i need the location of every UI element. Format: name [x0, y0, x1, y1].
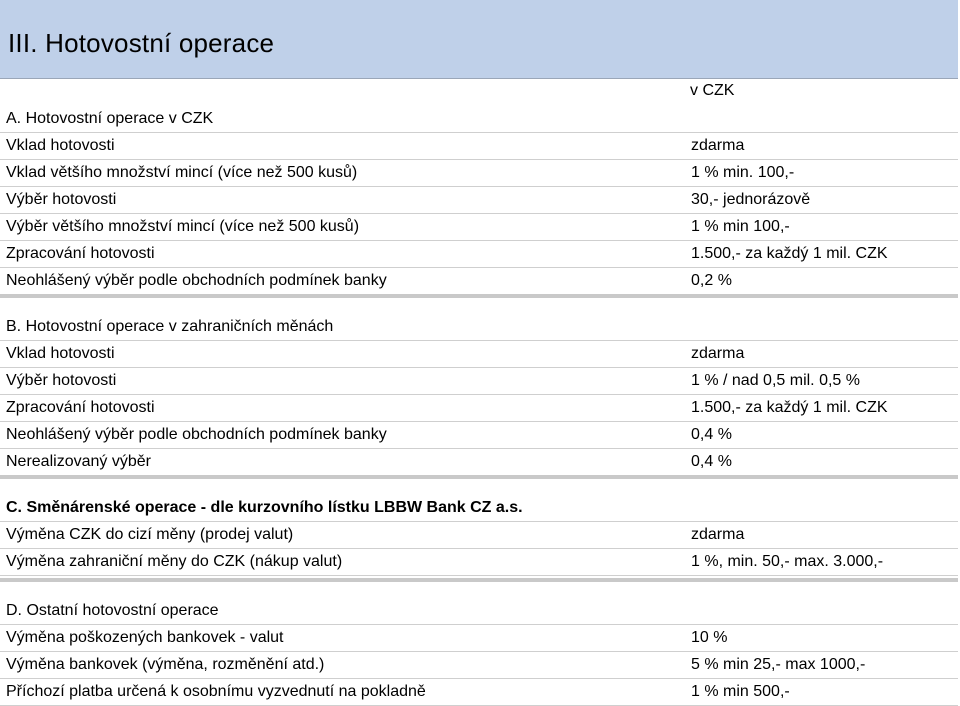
page-title: III. Hotovostní operace: [8, 28, 275, 58]
table-row: [0, 549, 958, 576]
section-heading-text: C. Směnárenské operace - dle kurzovního lístku LBBW Bank CZ a.s.: [6, 499, 523, 516]
row-label: Vklad hotovosti: [6, 345, 115, 362]
row-value: 1 % min 100,-: [691, 218, 790, 235]
row-label: Příchozí platba určená k osobnímu vyzvednutí na pokladně: [6, 683, 426, 700]
row-label: Zpracování hotovosti: [6, 399, 155, 416]
row-label: Výměna poškozených bankovek - valut: [6, 629, 284, 646]
row-value: 1.500,- za každý 1 mil. CZK: [691, 245, 888, 262]
row-value: zdarma: [691, 526, 745, 543]
row-value: 5 % min 25,- max 1000,-: [691, 656, 866, 673]
row-value: 1 %, min. 50,- max. 3.000,-: [691, 553, 884, 570]
section-b: [0, 314, 958, 476]
table-row: [0, 395, 958, 422]
section-heading: [0, 314, 958, 341]
row-label: Zpracování hotovosti: [6, 245, 155, 262]
section-heading: [0, 495, 958, 522]
row-value: 1 % min 500,-: [691, 683, 790, 700]
row-value: 0,4 %: [691, 426, 732, 443]
row-value: 1 % / nad 0,5 mil. 0,5 %: [691, 372, 860, 389]
row-value: zdarma: [691, 345, 745, 362]
table-row: [0, 625, 958, 652]
title-bar: [0, 0, 958, 79]
section-heading-text: D. Ostatní hotovostní operace: [6, 602, 219, 619]
row-label: Neohlášený výběr podle obchodních podmínek banky: [6, 272, 387, 289]
row-value: 1 % min. 100,-: [691, 164, 795, 181]
table-row: [0, 679, 958, 706]
row-label: Vklad hotovosti: [6, 137, 115, 154]
section-a: [0, 106, 958, 295]
row-label: Výměna bankovek (výměna, rozměnění atd.): [6, 656, 325, 673]
row-label: Výměna zahraniční měny do CZK (nákup valut): [6, 553, 343, 570]
row-value: 30,- jednorázově: [691, 191, 811, 208]
table-row: [0, 341, 958, 368]
section-d: [0, 598, 958, 706]
table-row: [0, 652, 958, 679]
row-value: 10 %: [691, 629, 728, 646]
row-label: Výběr většího množství mincí (více než 500 kusů): [6, 218, 360, 235]
currency-header: v CZK: [690, 82, 735, 99]
row-label: Vklad většího množství mincí (více než 500 kusů): [6, 164, 358, 181]
table-row: [0, 268, 958, 295]
section-heading: [0, 598, 958, 625]
section-divider: [0, 578, 958, 582]
section-divider: [0, 475, 958, 479]
section-heading-text: A. Hotovostní operace v CZK: [6, 110, 214, 127]
row-label: Neohlášený výběr podle obchodních podmínek banky: [6, 426, 387, 443]
row-value: 0,4 %: [691, 453, 732, 470]
section-heading: [0, 106, 958, 133]
section-divider: [0, 294, 958, 298]
section-heading-text: B. Hotovostní operace v zahraničních měnách: [6, 318, 334, 335]
row-value: 0,2 %: [691, 272, 732, 289]
row-label: Nerealizovaný výběr: [6, 453, 151, 470]
row-label: Výběr hotovosti: [6, 191, 117, 208]
table-row: [0, 160, 958, 187]
table-row: [0, 422, 958, 449]
table-row: [0, 214, 958, 241]
table-row: [0, 522, 958, 549]
table-row: [0, 449, 958, 476]
section-c: [0, 495, 958, 576]
table-row: [0, 368, 958, 395]
table-row: [0, 241, 958, 268]
row-label: Výběr hotovosti: [6, 372, 117, 389]
row-value: zdarma: [691, 137, 745, 154]
row-label: Výměna CZK do cizí měny (prodej valut): [6, 526, 294, 543]
row-value: 1.500,- za každý 1 mil. CZK: [691, 399, 888, 416]
table-row: [0, 133, 958, 160]
table-row: [0, 187, 958, 214]
